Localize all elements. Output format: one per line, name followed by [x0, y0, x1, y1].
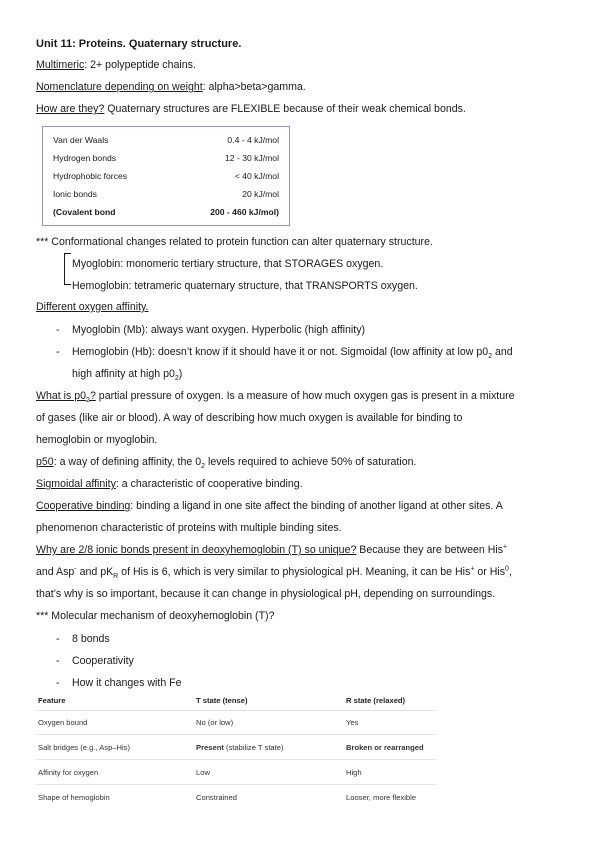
affinity-heading: Different oxygen affinity. [36, 301, 149, 313]
table-cell: High [346, 768, 362, 777]
subscript: 2 [201, 463, 206, 471]
multimeric-line [36, 59, 196, 71]
page-title: Unit 11: Proteins. Quaternary structure. [36, 38, 242, 50]
subscript: 2 [488, 353, 493, 361]
nomenclature-text: : alpha>beta>gamma. [202, 81, 306, 93]
bracket [64, 253, 71, 285]
mechanism-item: How it changes with Fe [72, 677, 182, 689]
bond-name: Van der Waals [53, 135, 109, 145]
how-label: How are they? [36, 103, 105, 115]
mechanism-note: *** Molecular mechanism of deoxyhemoglobin (T)? [36, 610, 275, 622]
affinity-hb-text2-end: ) [178, 368, 183, 380]
ionic-label: Why are 2/8 ionic bonds present in deoxyhemoglobin (T) so unique? [36, 544, 357, 556]
hemoglobin-line: Hemoglobin: tetrameric quaternary structure, that TRANSPORTS oxygen. [72, 280, 418, 292]
bullet-dash: - [56, 346, 60, 358]
bond-value: 12 - 30 kJ/mol [225, 153, 279, 163]
affinity-item-hb-cont [72, 368, 183, 383]
multimeric-label: Multimeric [36, 59, 85, 71]
superscript: + [503, 543, 508, 551]
bullet-dash: - [56, 677, 60, 689]
table-divider [36, 710, 436, 711]
bond-value: 20 kJ/mol [242, 189, 279, 199]
subscript: 2 [174, 375, 179, 383]
po2-text: partial pressure of oxygen. Is a measure of how much oxygen gas is present in a mixture [95, 390, 515, 402]
sigmoidal-text: : a characteristic of cooperative binding. [115, 478, 303, 490]
sigmoidal-label: Sigmoidal affinity [36, 478, 116, 490]
table-header: R state (relaxed) [346, 696, 406, 705]
sigmoidal-line [36, 478, 303, 490]
nomenclature-label: Nomenclature depending on weight [36, 81, 203, 93]
bullet-dash: - [56, 324, 60, 336]
cooperative-label: Cooperative binding [36, 500, 131, 512]
table-cell: Constrained [196, 793, 237, 802]
bond-value: 0.4 - 4 kJ/mol [227, 135, 279, 145]
affinity-item-mb: Myoglobin (Mb): always want oxygen. Hyperbolic (high affinity) [72, 324, 366, 336]
bullet-dash: - [56, 633, 60, 645]
multimeric-text: : 2+ polypeptide chains. [84, 59, 196, 71]
table-divider [36, 784, 436, 785]
myoglobin-line: Myoglobin: monomeric tertiary structure, that STORAGES oxygen. [72, 258, 384, 270]
p50-text2: levels required to achieve 50% of saturation. [205, 456, 417, 468]
cooperative-line-1 [36, 500, 503, 512]
po2-label: What is $p0_2$? [36, 390, 96, 405]
bond-name: (Covalent bond [53, 207, 116, 217]
mechanism-item: 8 bonds [72, 633, 110, 645]
p50-label: p50 [36, 456, 54, 468]
bond-name: Hydrophobic forces [53, 171, 128, 181]
table-header: T state (tense) [196, 696, 248, 705]
cooperative-line-2: phenomenon characteristic of proteins with multiple binding sites. [36, 522, 342, 534]
table-cell: Low [196, 768, 210, 777]
table-cell: No (or low) [196, 718, 234, 727]
affinity-item-hb [72, 346, 513, 361]
table-cell: Oxygen bound [38, 718, 88, 727]
po2-line-3: hemoglobin or myoglobin. [36, 434, 158, 446]
affinity-hb-text-end: and [492, 346, 513, 358]
ionic-line-2: and Asp- and $pK_R$ of His is 6, which is very similar to physiological pH. Meaning, it can be His+ or His$^0$, [36, 565, 512, 581]
po2-line-2: of gases (like air or blood). A way of describing how much oxygen is available for binding to [36, 412, 463, 424]
nomenclature-line [36, 81, 306, 93]
table-cell: Yes [346, 718, 359, 727]
ionic-line-1 [36, 544, 507, 556]
affinity-hb-text2: high affinity at high p0 [72, 368, 175, 380]
table-header: Feature [38, 696, 66, 705]
ionic-line-3: that’s why is so important, because it can change in physiological pH, depending on surroundings. [36, 588, 496, 600]
table-cell: Looser, more flexible [346, 793, 417, 802]
p50-text: : a way of defining affinity, the 0 [53, 456, 202, 468]
conformational-note: *** Conformational changes related to protein function can alter quaternary structure. [36, 236, 433, 248]
bond-name: Hydrogen bonds [53, 153, 117, 163]
p50-line [36, 456, 417, 471]
table-divider [36, 759, 436, 760]
mechanism-item: Cooperativity [72, 655, 134, 667]
affinity-hb-text: Hemoglobin (Hb): doesn’t know if it should have it or not. Sigmoidal (low affinity at low p0 [72, 346, 489, 358]
bond-name: Ionic bonds [53, 189, 97, 199]
how-text: Quaternary structures are FLEXIBLE because of their weak chemical bonds. [104, 103, 466, 115]
bond-value: < 40 kJ/mol [234, 171, 279, 181]
table-divider [36, 734, 436, 735]
table-cell: Affinity for oxygen [38, 768, 99, 777]
table-cell: Shape of hemoglobin [38, 793, 110, 802]
ionic-text: Because they are between His [356, 544, 503, 556]
cooperative-text: : binding a ligand in one site affect the binding of another ligand at other sites. A [130, 500, 503, 512]
po2-line-1 [36, 390, 515, 405]
table-cell: Present (stabilize T state) [196, 743, 284, 752]
bullet-dash: - [56, 655, 60, 667]
bond-energy-table [42, 126, 290, 226]
how-line [36, 103, 466, 115]
table-cell: Broken or rearranged [346, 743, 424, 752]
bond-value: 200 - 460 kJ/mol) [210, 207, 279, 217]
table-cell: Salt bridges (e.g., Asp–His) [38, 743, 131, 752]
